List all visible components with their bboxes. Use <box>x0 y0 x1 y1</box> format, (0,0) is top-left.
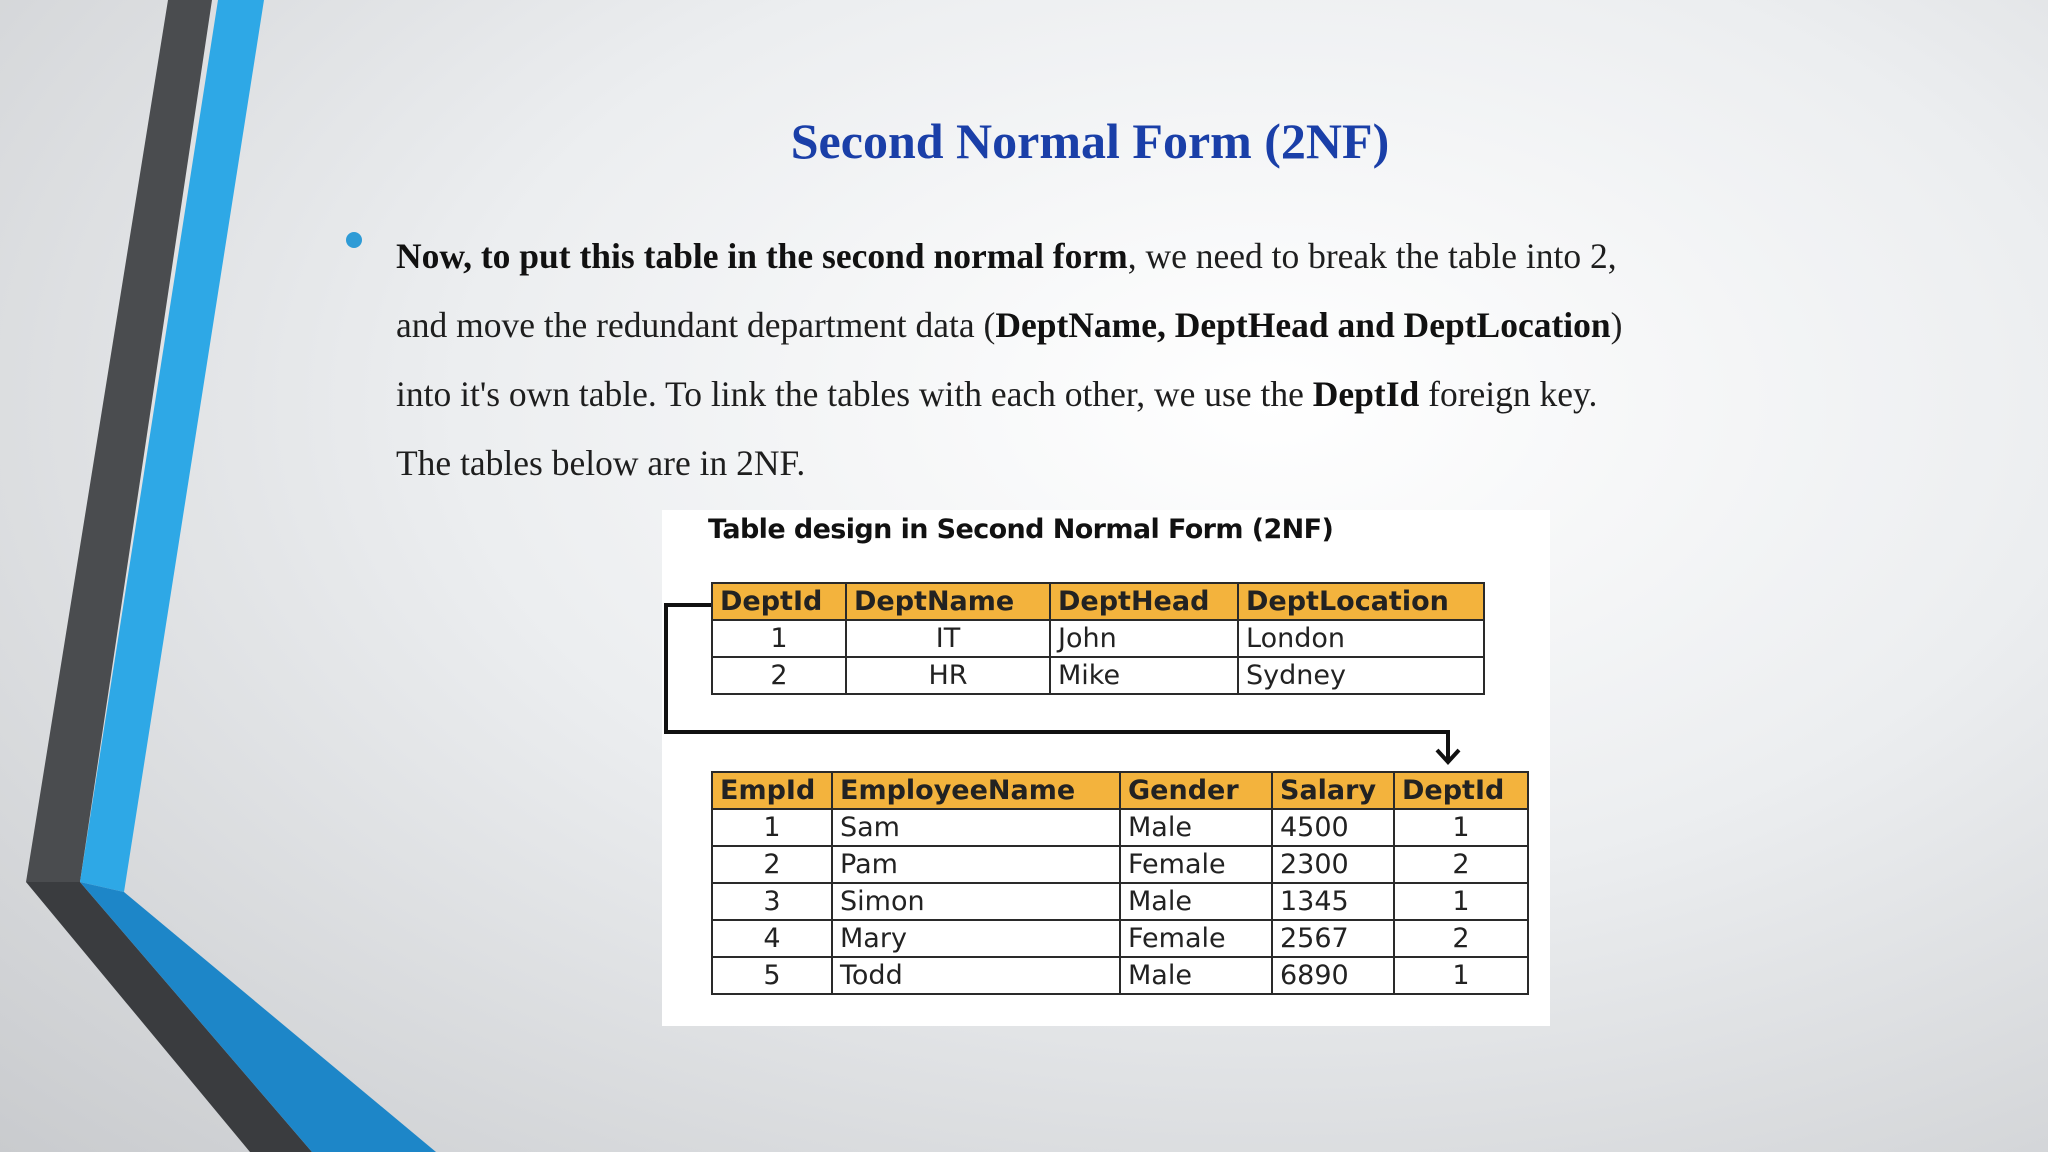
table-cell: 2 <box>712 846 832 883</box>
table-cell: 2300 <box>1272 846 1394 883</box>
bullet-bold-key: DeptId <box>1312 374 1420 414</box>
table-cell: Female <box>1120 920 1272 957</box>
dept-col-depthead: DeptHead <box>1050 583 1238 620</box>
figure-title: Table design in Second Normal Form (2NF) <box>708 514 1334 545</box>
table-cell: John <box>1050 620 1238 657</box>
dept-col-deptlocation: DeptLocation <box>1238 583 1484 620</box>
table-cell: Male <box>1120 883 1272 920</box>
table-design-figure <box>662 510 1550 1026</box>
bullet-text-part6: foreign key. The tables below are in 2NF. <box>396 374 1598 483</box>
dept-table <box>711 582 1485 695</box>
table-cell: HR <box>846 657 1050 694</box>
table-cell: Todd <box>832 957 1120 994</box>
table-cell: Pam <box>832 846 1120 883</box>
table-cell: London <box>1238 620 1484 657</box>
table-cell: 1 <box>1394 809 1528 846</box>
table-cell: 3 <box>712 883 832 920</box>
table-cell: 1 <box>1394 883 1528 920</box>
table-cell: Simon <box>832 883 1120 920</box>
table-cell: 1 <box>712 620 846 657</box>
emp-col-salary: Salary <box>1272 772 1394 809</box>
emp-col-deptid: DeptId <box>1394 772 1528 809</box>
bullet-text <box>396 222 1636 498</box>
emp-table-header-row <box>712 772 1528 809</box>
table-cell: 1345 <box>1272 883 1394 920</box>
table-cell: Female <box>1120 846 1272 883</box>
table-cell: Sam <box>832 809 1120 846</box>
table-cell: 6890 <box>1272 957 1394 994</box>
table-cell: Mike <box>1050 657 1238 694</box>
table-row <box>712 957 1528 994</box>
table-row <box>712 883 1528 920</box>
table-cell: Sydney <box>1238 657 1484 694</box>
table-cell: Male <box>1120 957 1272 994</box>
bullet-text-part2: , we need to break the table into 2, and move the redundant department data ( <box>396 236 1617 345</box>
table-row <box>712 657 1484 694</box>
table-cell: IT <box>846 620 1050 657</box>
bullet-icon <box>346 232 362 248</box>
table-cell: 5 <box>712 957 832 994</box>
table-row <box>712 620 1484 657</box>
dept-col-deptid: DeptId <box>712 583 846 620</box>
table-cell: 2 <box>1394 920 1528 957</box>
table-cell: Male <box>1120 809 1272 846</box>
table-cell: 4 <box>712 920 832 957</box>
bullet-bold-columns: DeptName, DeptHead and DeptLocation <box>995 305 1611 345</box>
bullet-text-part4: ) into it's own table. To link the tables with each other, we use the <box>396 305 1623 414</box>
table-cell: 1 <box>1394 957 1528 994</box>
table-cell: 4500 <box>1272 809 1394 846</box>
slide-title: Second Normal Form (2NF) <box>790 113 1390 169</box>
dept-table-header-row <box>712 583 1484 620</box>
employee-table <box>711 771 1529 995</box>
dept-col-deptname: DeptName <box>846 583 1050 620</box>
bullet-bold-intro: Now, to put this table in the second normal form <box>396 236 1128 276</box>
emp-col-gender: Gender <box>1120 772 1272 809</box>
emp-col-employeename: EmployeeName <box>832 772 1120 809</box>
table-row <box>712 846 1528 883</box>
table-row <box>712 809 1528 846</box>
table-cell: 2 <box>712 657 846 694</box>
table-cell: Mary <box>832 920 1120 957</box>
table-cell: 2 <box>1394 846 1528 883</box>
table-row <box>712 920 1528 957</box>
table-cell: 1 <box>712 809 832 846</box>
emp-col-empid: EmpId <box>712 772 832 809</box>
table-cell: 2567 <box>1272 920 1394 957</box>
